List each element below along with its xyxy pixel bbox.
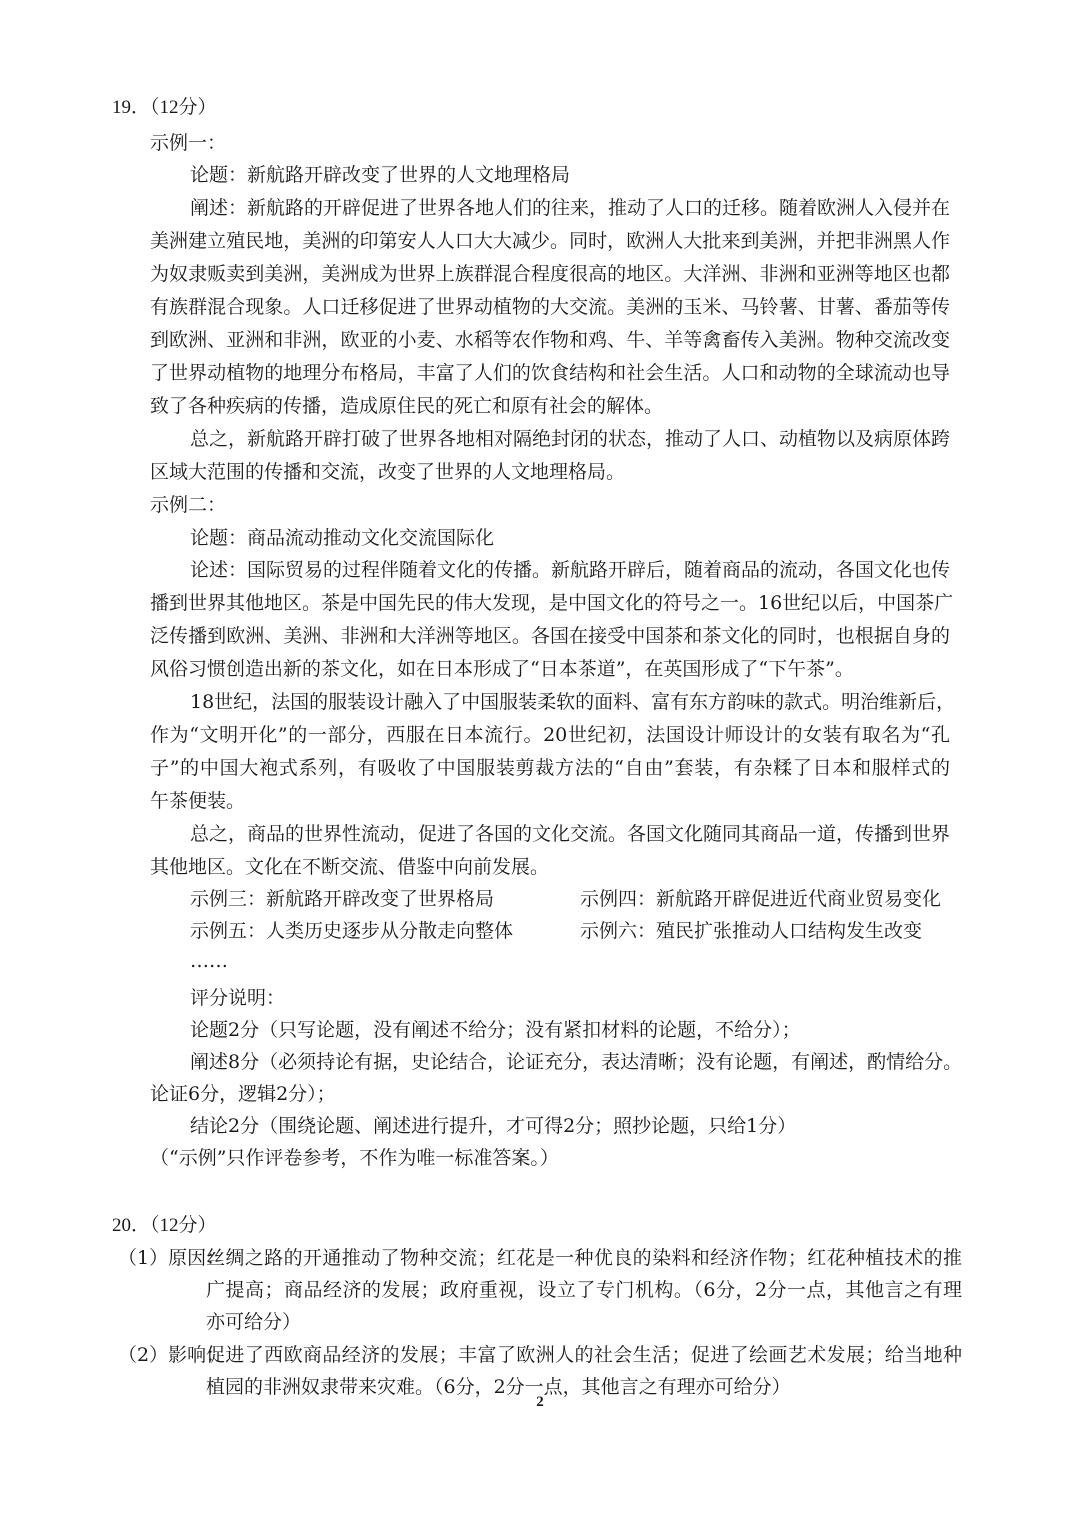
example-2-fashion-line: 午茶便装。 — [150, 790, 246, 812]
example-2-thesis: 论题：商品流动推动文化交流国际化 — [190, 527, 495, 549]
example-1-line: 有族群混合现象。人口迁移促进了世界动植物的大交流。美洲的玉米、马铃薯、甘薯、番茄等传 — [150, 296, 950, 318]
example-1-line: 美洲建立殖民地，美洲的印第安人人口大大减少。同时，欧洲人大批来到美洲，并把非洲黑人作 — [150, 230, 950, 252]
example-1-line: 为奴隶贩卖到美洲，美洲成为世界上族群混合程度很高的地区。大洋洲、非洲和亚洲等地区也都 — [150, 263, 950, 285]
scoring-thesis: 论题2分（只写论题，没有阐述不给分；没有紧扣材料的论题，不给分）； — [190, 1019, 801, 1041]
example-1-conclusion-line: 总之，新航路开辟打破了世界各地相对隔绝封闭的状态，推动了人口、动植物以及病原体跨 — [190, 428, 951, 450]
example-2-fashion-line: 18世纪，法国的服装设计融入了中国服装柔软的面料、富有东方韵味的款式。明治维新后， — [190, 691, 956, 713]
example-4: 示例四：新航路开辟促进近代商业贸易变化 — [580, 888, 942, 910]
example-note: （“示例”只作评卷参考，不作为唯一标准答案。） — [150, 1147, 559, 1169]
ellipsis: …… — [190, 950, 228, 972]
scoring-elaboration: 阐述8分（必须持论有据，史论结合，论证充分，表达清晰；没有论题，有阐述，酌情给分。 — [190, 1051, 963, 1073]
example-2-fashion-line: 子”的中国大袍式系列，有吸收了中国服装剪裁方法的“自由”套装，有杂糅了日本和服样式的 — [150, 757, 950, 779]
q20-part1-line: 亦可给分） — [206, 1311, 302, 1333]
q20-part2-line: 促进了西欧商品经济的发展；丰富了欧洲人的社会生活；促进了绘画艺术发展；给当地种 — [206, 1344, 962, 1366]
example-2-fashion-line: 作为“文明开化”的一部分，西服在日本流行。20世纪初，法国设计师设计的女装有取名为“孔 — [150, 724, 950, 746]
example-1-line: 致了各种疾病的传播，造成原住民的死亡和原有社会的解体。 — [150, 395, 664, 417]
example-5: 示例五：人类历史逐步从分散走向整体 — [190, 920, 514, 942]
q20-part1-label: （1）原因： — [118, 1247, 226, 1269]
q20-header: 20．（12分） — [112, 1215, 217, 1236]
example-1-line: 阐述：新航路的开辟促进了世界各地人们的往来，推动了人口的迁移。随着欧洲人入侵并在 — [190, 197, 951, 219]
example-2-line: 泛传播到欧洲、美洲、非洲和大洋洲等地区。各国在接受中国茶和茶文化的同时，也根据自身的 — [150, 625, 950, 647]
example-1-thesis: 论题：新航路开辟改变了世界的人文地理格局 — [190, 164, 571, 186]
q20-part1-line: 广提高；商品经济的发展；政府重视，设立了专门机构。（6分，2分一点，其他言之有理 — [206, 1279, 962, 1301]
q20-part2-line: 植园的非洲奴隶带来灾难。（6分，2分一点，其他言之有理亦可给分） — [206, 1376, 791, 1398]
q20-part1-line: 丝绸之路的开通推动了物种交流；红花是一种优良的染料和经济作物；红花种植技术的推 — [206, 1247, 962, 1269]
q19-header: 19．（12分） — [112, 97, 217, 118]
example-2-line: 论述：国际贸易的过程伴随着文化的传播。新航路开辟后，随着商品的流动，各国文化也传 — [190, 559, 951, 581]
page-number: 2 — [536, 1394, 544, 1410]
scoring-elaboration-cont: 论证6分，逻辑2分）； — [150, 1083, 336, 1105]
example-2-conclusion-line: 其他地区。文化在不断交流、借鉴中向前发展。 — [150, 856, 550, 878]
example-3: 示例三：新航路开辟改变了世界格局 — [190, 888, 495, 910]
example-2-line: 风俗习惯创造出新的茶文化，如在日本形成了“日本茶道”，在英国形成了“下午茶”。 — [150, 658, 854, 680]
example-1-conclusion-line: 区域大范围的传播和交流，改变了世界的人文地理格局。 — [150, 461, 626, 483]
example-6: 示例六：殖民扩张推动人口结构发生改变 — [580, 920, 923, 942]
example-1-line: 到欧洲、亚洲和非洲，欧亚的小麦、水稻等农作物和鸡、牛、羊等禽畜传入美洲。物种交流改变 — [150, 329, 950, 351]
example-2-label: 示例二： — [150, 494, 227, 516]
example-1-line: 了世界动植物的地理分布格局，丰富了人们的饮食结构和社会生活。人口和动物的全球流动也导 — [150, 362, 950, 384]
example-2-conclusion-line: 总之，商品的世界性流动，促进了各国的文化交流。各国文化随同其商品一道，传播到世界 — [190, 823, 951, 845]
q20-part2-label: （2）影响： — [118, 1344, 226, 1366]
scoring-title: 评分说明： — [190, 987, 286, 1009]
scoring-conclusion: 结论2分（围绕论题、阐述进行提升，才可得2分；照抄论题，只给1分） — [190, 1115, 797, 1137]
example-1-label: 示例一： — [150, 132, 227, 154]
example-2-line: 播到世界其他地区。茶是中国先民的伟大发现，是中国文化的符号之一。16世纪以后，中国茶广 — [150, 592, 954, 614]
